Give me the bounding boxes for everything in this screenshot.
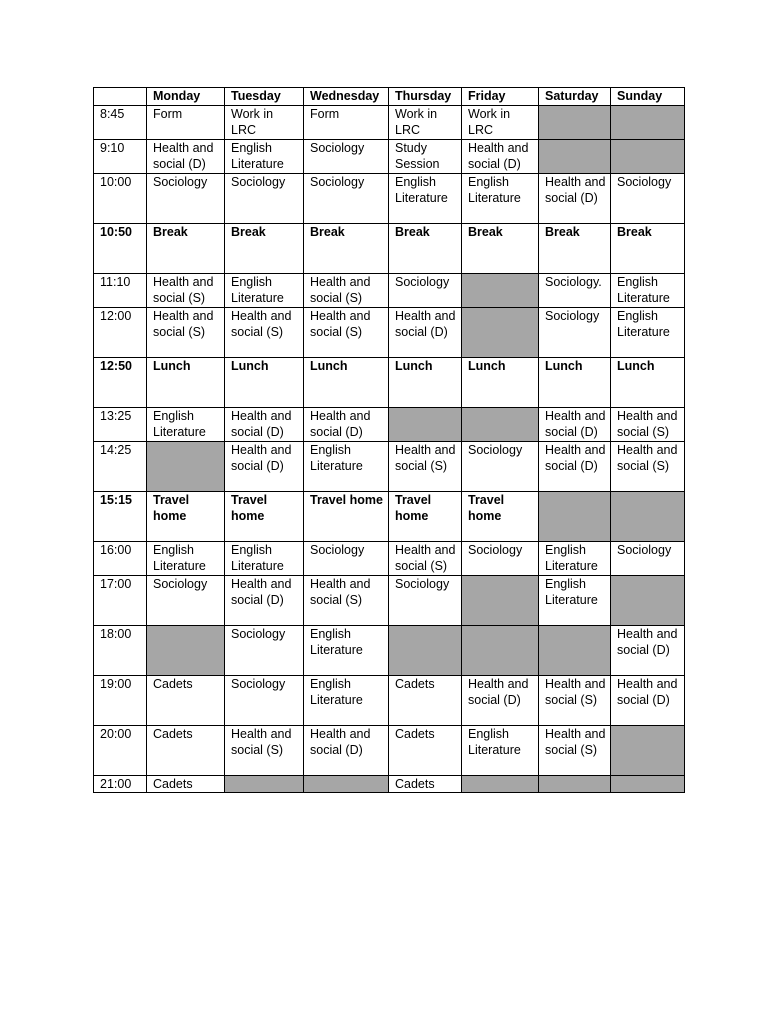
- slot-thursday: Travel home: [389, 491, 462, 541]
- empty-slot: [611, 575, 685, 625]
- empty-slot: [539, 775, 611, 793]
- slot-saturday: Health and social (S): [539, 675, 611, 725]
- table-row: [94, 541, 685, 575]
- header-saturday: Saturday: [539, 88, 611, 106]
- slot-thursday: Cadets: [389, 675, 462, 725]
- slot-friday: Work in LRC: [462, 105, 539, 139]
- empty-slot: [147, 441, 225, 491]
- slot-tuesday: Health and social (S): [225, 307, 304, 357]
- slot-wednesday: Lunch: [304, 357, 389, 407]
- slot-wednesday: English Literature: [304, 625, 389, 675]
- slot-tuesday: Health and social (D): [225, 407, 304, 441]
- empty-slot: [539, 491, 611, 541]
- empty-slot: [147, 625, 225, 675]
- slot-wednesday: English Literature: [304, 441, 389, 491]
- slot-tuesday: Health and social (D): [225, 441, 304, 491]
- slot-thursday: Lunch: [389, 357, 462, 407]
- slot-saturday: Break: [539, 223, 611, 273]
- slot-monday: Lunch: [147, 357, 225, 407]
- time-cell: 10:50: [94, 223, 147, 273]
- empty-slot: [611, 139, 685, 173]
- slot-thursday: Health and social (S): [389, 541, 462, 575]
- slot-wednesday: Travel home: [304, 491, 389, 541]
- slot-wednesday: Sociology: [304, 541, 389, 575]
- slot-saturday: Health and social (D): [539, 407, 611, 441]
- slot-friday: Lunch: [462, 357, 539, 407]
- time-cell: 12:00: [94, 307, 147, 357]
- time-cell: 12:50: [94, 357, 147, 407]
- table-row: [94, 223, 685, 273]
- slot-sunday: English Literature: [611, 273, 685, 307]
- slot-sunday: Sociology: [611, 541, 685, 575]
- table-row: [94, 173, 685, 223]
- slot-wednesday: Health and social (D): [304, 725, 389, 775]
- header-monday: Monday: [147, 88, 225, 106]
- table-row: [94, 575, 685, 625]
- time-cell: 15:15: [94, 491, 147, 541]
- slot-tuesday: English Literature: [225, 273, 304, 307]
- slot-wednesday: Health and social (S): [304, 575, 389, 625]
- slot-friday: Sociology: [462, 541, 539, 575]
- slot-monday: Health and social (S): [147, 273, 225, 307]
- slot-monday: Break: [147, 223, 225, 273]
- header-tuesday: Tuesday: [225, 88, 304, 106]
- slot-saturday: Health and social (D): [539, 173, 611, 223]
- header-friday: Friday: [462, 88, 539, 106]
- slot-wednesday: Health and social (S): [304, 273, 389, 307]
- slot-sunday: Sociology: [611, 173, 685, 223]
- empty-slot: [462, 575, 539, 625]
- slot-thursday: Break: [389, 223, 462, 273]
- slot-saturday: Sociology.: [539, 273, 611, 307]
- empty-slot: [389, 407, 462, 441]
- slot-monday: Form: [147, 105, 225, 139]
- slot-thursday: Sociology: [389, 575, 462, 625]
- empty-slot: [304, 775, 389, 793]
- empty-slot: [462, 273, 539, 307]
- header-row: [94, 88, 685, 106]
- timetable: [93, 87, 685, 793]
- slot-wednesday: Break: [304, 223, 389, 273]
- slot-thursday: Sociology: [389, 273, 462, 307]
- timetable-body: [94, 88, 685, 793]
- table-row: [94, 105, 685, 139]
- slot-thursday: Health and social (D): [389, 307, 462, 357]
- slot-saturday: Health and social (S): [539, 725, 611, 775]
- empty-slot: [539, 139, 611, 173]
- header-time: [94, 88, 147, 106]
- slot-tuesday: Sociology: [225, 173, 304, 223]
- slot-sunday: English Literature: [611, 307, 685, 357]
- empty-slot: [462, 775, 539, 793]
- slot-friday: English Literature: [462, 725, 539, 775]
- slot-friday: Sociology: [462, 441, 539, 491]
- slot-sunday: Health and social (S): [611, 407, 685, 441]
- slot-friday: English Literature: [462, 173, 539, 223]
- slot-friday: Health and social (D): [462, 675, 539, 725]
- header-sunday: Sunday: [611, 88, 685, 106]
- slot-saturday: Health and social (D): [539, 441, 611, 491]
- time-cell: 9:10: [94, 139, 147, 173]
- slot-tuesday: English Literature: [225, 139, 304, 173]
- slot-saturday: Sociology: [539, 307, 611, 357]
- slot-monday: Health and social (S): [147, 307, 225, 357]
- slot-monday: Cadets: [147, 725, 225, 775]
- empty-slot: [225, 775, 304, 793]
- slot-thursday: Study Session: [389, 139, 462, 173]
- time-cell: 10:00: [94, 173, 147, 223]
- table-row: [94, 775, 685, 793]
- slot-friday: Break: [462, 223, 539, 273]
- empty-slot: [611, 775, 685, 793]
- empty-slot: [611, 491, 685, 541]
- slot-sunday: Health and social (D): [611, 625, 685, 675]
- slot-monday: Sociology: [147, 575, 225, 625]
- slot-tuesday: Break: [225, 223, 304, 273]
- slot-monday: English Literature: [147, 407, 225, 441]
- empty-slot: [539, 105, 611, 139]
- slot-friday: Travel home: [462, 491, 539, 541]
- slot-wednesday: Form: [304, 105, 389, 139]
- table-row: [94, 357, 685, 407]
- slot-monday: Travel home: [147, 491, 225, 541]
- empty-slot: [611, 105, 685, 139]
- slot-tuesday: Lunch: [225, 357, 304, 407]
- table-row: [94, 675, 685, 725]
- slot-wednesday: Sociology: [304, 139, 389, 173]
- slot-tuesday: Sociology: [225, 675, 304, 725]
- slot-monday: Cadets: [147, 675, 225, 725]
- time-cell: 11:10: [94, 273, 147, 307]
- table-row: [94, 407, 685, 441]
- empty-slot: [539, 625, 611, 675]
- empty-slot: [462, 407, 539, 441]
- table-row: [94, 491, 685, 541]
- slot-monday: Cadets: [147, 775, 225, 793]
- slot-sunday: Health and social (D): [611, 675, 685, 725]
- slot-saturday: Lunch: [539, 357, 611, 407]
- slot-wednesday: English Literature: [304, 675, 389, 725]
- empty-slot: [389, 625, 462, 675]
- time-cell: 8:45: [94, 105, 147, 139]
- empty-slot: [462, 307, 539, 357]
- slot-thursday: Work in LRC: [389, 105, 462, 139]
- time-cell: 19:00: [94, 675, 147, 725]
- time-cell: 17:00: [94, 575, 147, 625]
- time-cell: 18:00: [94, 625, 147, 675]
- slot-tuesday: Health and social (D): [225, 575, 304, 625]
- slot-thursday: Cadets: [389, 775, 462, 793]
- time-cell: 21:00: [94, 775, 147, 793]
- slot-wednesday: Health and social (S): [304, 307, 389, 357]
- slot-tuesday: English Literature: [225, 541, 304, 575]
- slot-tuesday: Health and social (S): [225, 725, 304, 775]
- table-row: [94, 307, 685, 357]
- slot-thursday: Health and social (S): [389, 441, 462, 491]
- time-cell: 14:25: [94, 441, 147, 491]
- slot-wednesday: Health and social (D): [304, 407, 389, 441]
- slot-sunday: Lunch: [611, 357, 685, 407]
- slot-saturday: English Literature: [539, 575, 611, 625]
- slot-thursday: Cadets: [389, 725, 462, 775]
- table-row: [94, 725, 685, 775]
- table-row: [94, 139, 685, 173]
- empty-slot: [611, 725, 685, 775]
- slot-thursday: English Literature: [389, 173, 462, 223]
- slot-tuesday: Travel home: [225, 491, 304, 541]
- slot-saturday: English Literature: [539, 541, 611, 575]
- header-thursday: Thursday: [389, 88, 462, 106]
- table-row: [94, 625, 685, 675]
- slot-tuesday: Work in LRC: [225, 105, 304, 139]
- table-row: [94, 273, 685, 307]
- slot-monday: English Literature: [147, 541, 225, 575]
- slot-tuesday: Sociology: [225, 625, 304, 675]
- header-wednesday: Wednesday: [304, 88, 389, 106]
- slot-friday: Health and social (D): [462, 139, 539, 173]
- empty-slot: [462, 625, 539, 675]
- slot-sunday: Break: [611, 223, 685, 273]
- time-cell: 13:25: [94, 407, 147, 441]
- time-cell: 16:00: [94, 541, 147, 575]
- slot-monday: Health and social (D): [147, 139, 225, 173]
- time-cell: 20:00: [94, 725, 147, 775]
- table-row: [94, 441, 685, 491]
- slot-sunday: Health and social (S): [611, 441, 685, 491]
- slot-monday: Sociology: [147, 173, 225, 223]
- slot-wednesday: Sociology: [304, 173, 389, 223]
